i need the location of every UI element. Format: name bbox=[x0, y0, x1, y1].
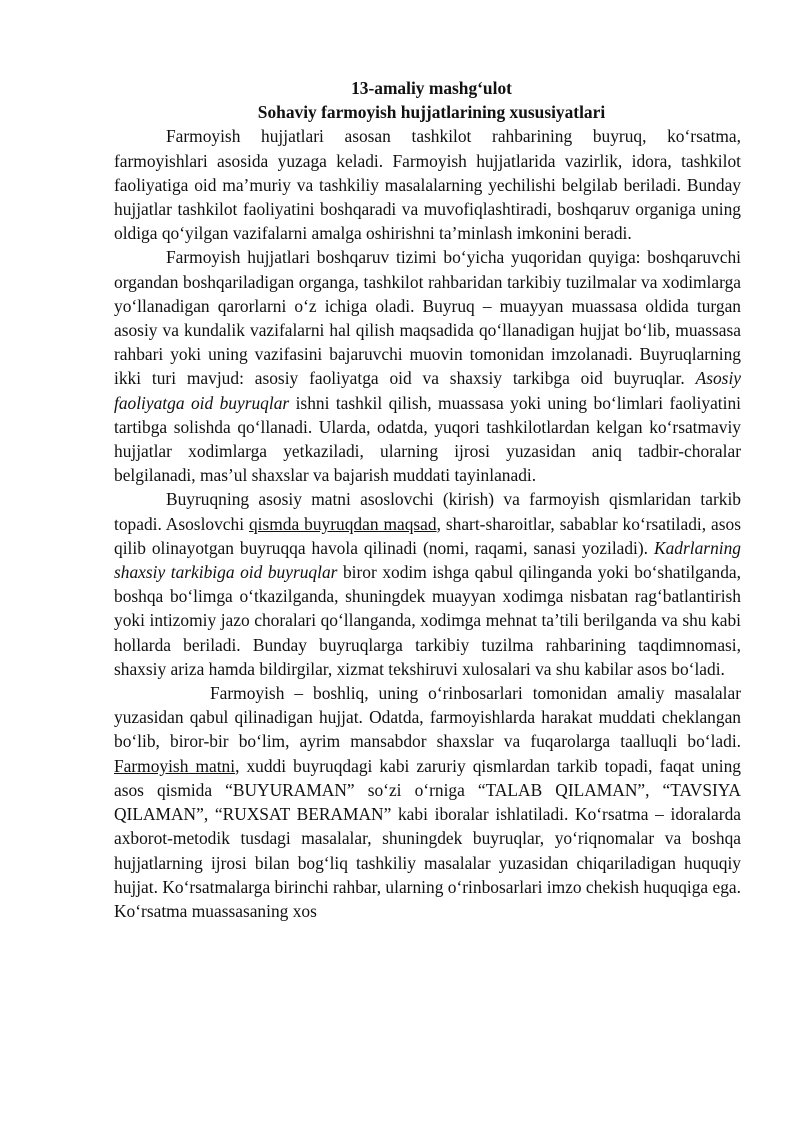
paragraph-1: Farmoyish hujjatlari asosan tashkilot rahbarining buyruq, ko‘rsatma, farmoyishlari asosida yuzaga keladi. Farmoyish hujjatlarida vazirlik, idora, tashkilot faoliyatiga oid ma’muriy va tashkiliy masalalarning yechilishi belgilab beriladi. Bunday hujjatlar tashkilot faoliyatini boshqaradi va muvofiqlashtiradi, boshqaruv organiga uning oldiga qo‘yilgan vazifalarni amalga oshirishni ta’minlash imkonini beradi. bbox=[114, 126, 741, 244]
paragraph-3-emphasis: Kadrlarning shaxsiy tarkibiga oid buyruqlar bbox=[114, 537, 741, 583]
document-page bbox=[114, 76, 741, 923]
paragraph-3-underline: qismda buyruqdan maqsad bbox=[248, 513, 437, 534]
paragraph-2-text-b: ishni tashkil qilish, muassasa yoki uning bo‘limlari faoliyatini tartibga solishda qo‘llanadi. Ularda, odatda, yuqori tashkilotlardan kelgan ko‘rsatmaviy hujjatlar xodimlarga yetkaziladi, ularning ijrosi yuzasidan aniq tadbir-choralar belgilanadi, mas’ul shaxslar va bajarish muddati tayinlanadi. bbox=[114, 392, 741, 486]
document-title: 13-amaliy mashg‘ulot bbox=[351, 78, 512, 98]
paragraph-3-text-a: Buyruqning asosiy matni asoslovchi (kirish) va farmoyish qismlaridan tarkib topadi. Asoslovchi bbox=[114, 489, 741, 534]
paragraph-2-emphasis: Asosiy faoliyatga oid buyruqlar bbox=[114, 368, 741, 413]
paragraph-4-text-b: , xuddi buyruqdagi kabi zaruriy qismlardan tarkib topadi, faqat uning asos qismida “BUYURAMAN” so‘zi o‘rniga “TALAB QILAMAN”, “TAVSIYA QILAMAN”, “RUXSAT BERAMAN” kabi iboralar ishlatiladi. Ko‘rsatma – idoralarda axborot-metodik tusdagi masalalar, shuningdek buyruqlar, yo‘riqnomalar va boshqa hujjatlarning ijrosi bilan bog‘liq tashkiliy masalalar yuzasidan chiqariladigan huquqiy hujjat. Ko‘rsatmalarga birinchi rahbar, ularning o‘rinbosarlari imzo chekish huquqiga ega. Ko‘rsatma muassasaning xos bbox=[114, 755, 741, 921]
paragraph-3-text-b: , shart-sharoitlar, sabablar ko‘rsatiladi, asos qilib olinayotgan buyruqqa havola qilinadi (nomi, raqami, sanasi yoziladi). bbox=[114, 513, 741, 558]
paragraph-3-text-c: biror xodim ishga qabul qilinganda yoki bo‘shatilganda, boshqa bo‘limga o‘tkazilganda, shuningdek muayyan xodimga nisbatan rag‘batlantirish yoki intizomiy jazo choralari qo‘llanganda, xodimga mehnat ta’tili berilganda va shu kabi hollarda beriladi. Bunday buyruqlarga tarkibiy tuzilma rahbarining taqdimnomasi, shaxsiy ariza hamda bildirgilar, xizmat tekshiruvi xulosalari va shu kabilar asos bo‘ladi. bbox=[114, 562, 741, 679]
paragraph-2 bbox=[114, 245, 741, 487]
paragraph-4 bbox=[114, 681, 741, 923]
document-subtitle: Sohaviy farmoyish hujjatlarining xususiyatlari bbox=[257, 102, 606, 123]
paragraph-4-text-a: Farmoyish – boshliq, uning o‘rinbosarlari tomonidan amaliy masalalar yuzasidan qabul qilinadigan hujjat. Odatda, farmoyishlarda harakat muddati cheklangan bo‘lib, biror-bir bo‘lim, ayrim mansabdor shaxslar va fuqarolarga taalluqli bo‘ladi. bbox=[114, 683, 741, 752]
paragraph-2-text-a: Farmoyish hujjatlari boshqaruv tizimi bo‘yicha yuqoridan quyiga: boshqaruvchi organdan boshqariladigan organga, tashkilot rahbaridan tarkibiy tuzilmalar va xodimlarga yo‘llanadigan qarorlarni o‘z ichiga oladi. Buyruq – muayyan muassasa oldida turgan asosiy va kundalik vazifalarni hal qilish maqsadida qo‘llanadigan hujjat bo‘lib, muassasa rahbari yoki uning vazifasini bajaruvchi muovin tomonidan imzolanadi. Buyruqlarning ikki turi mavjud: asosiy faoliyatga oid va shaxsiy tarkibga oid buyruqlar. bbox=[114, 247, 741, 389]
paragraph-3 bbox=[114, 487, 741, 681]
paragraph-4-underline: Farmoyish matni bbox=[114, 755, 236, 776]
